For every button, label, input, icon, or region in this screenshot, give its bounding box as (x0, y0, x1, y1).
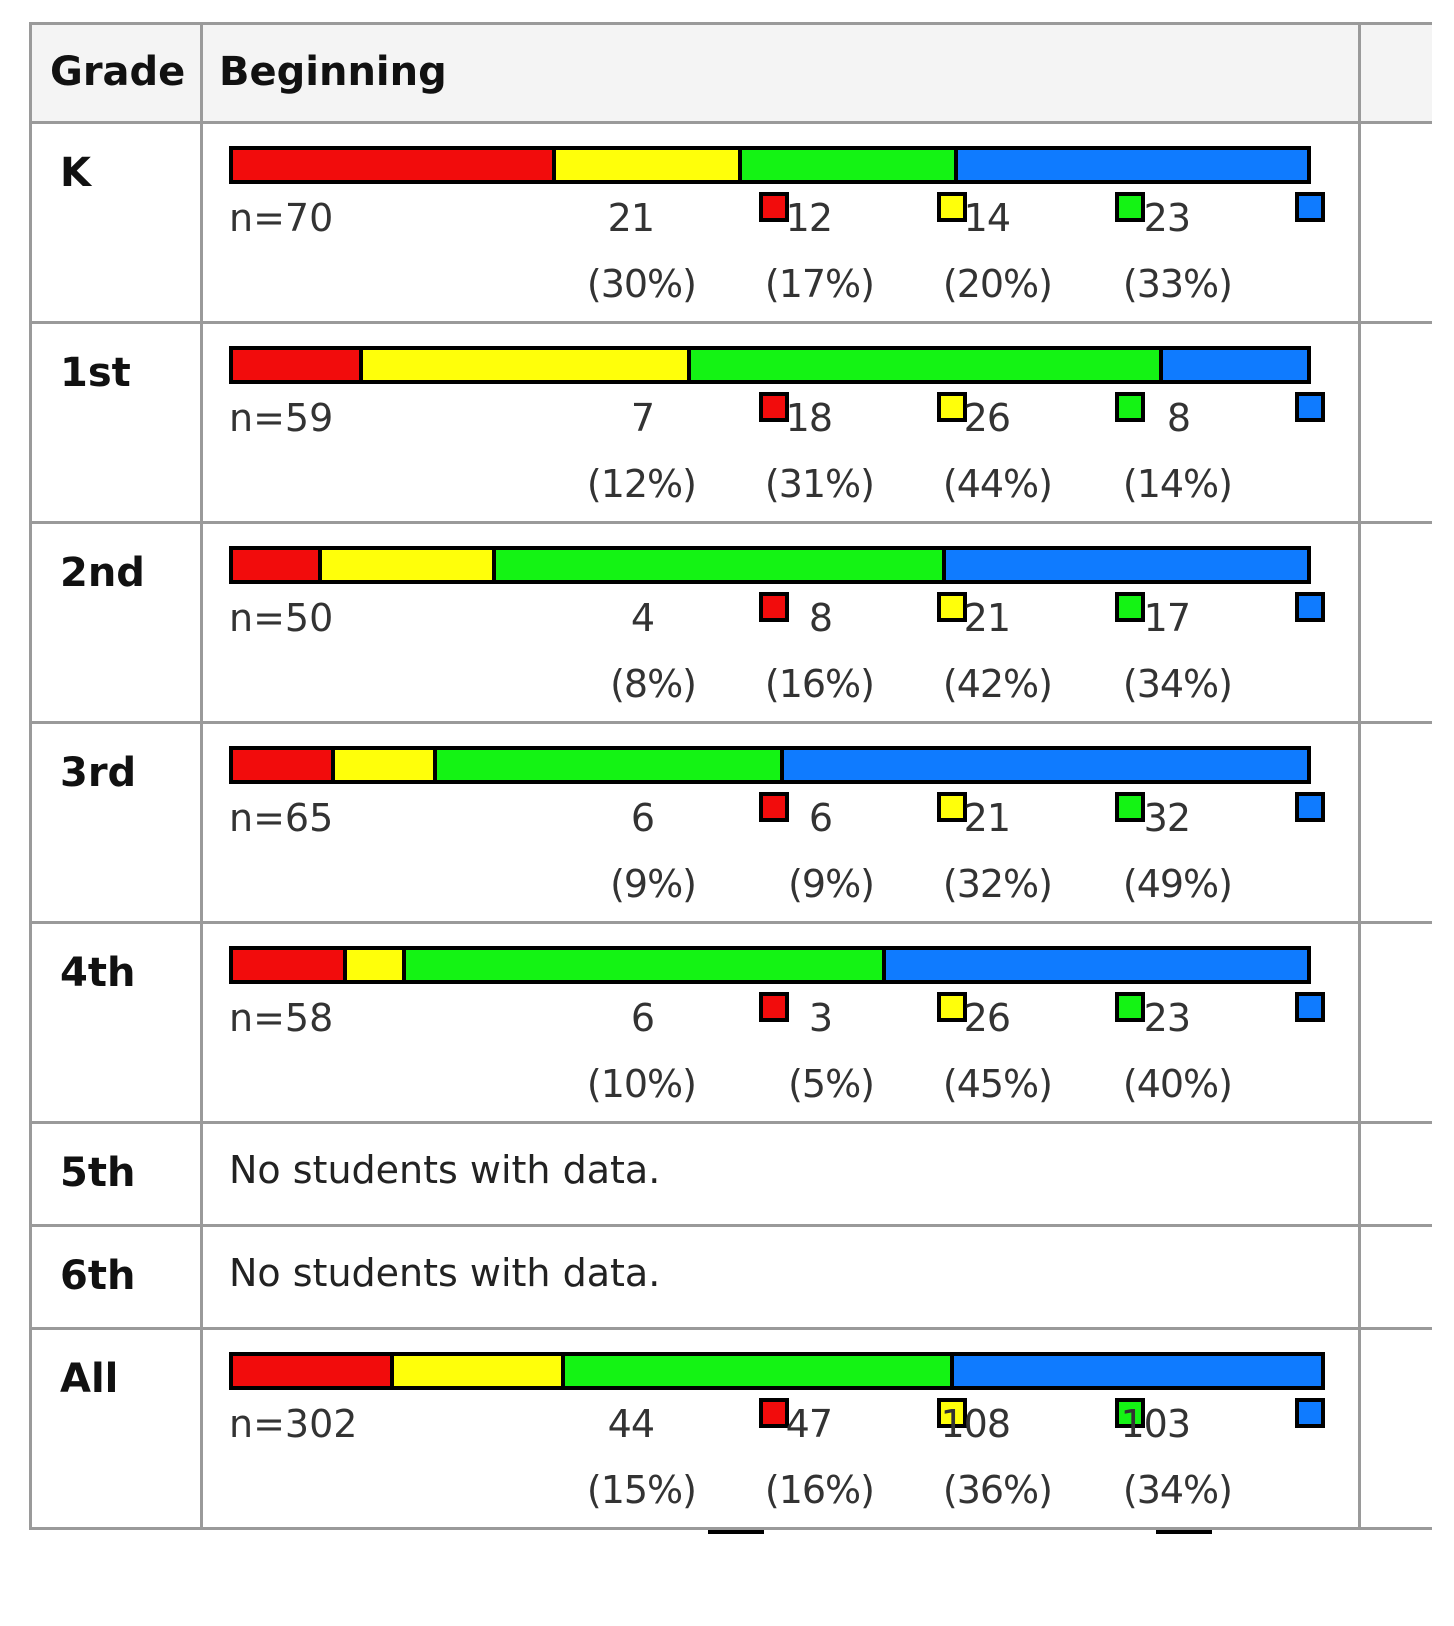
sample-size-label: n=65 (229, 796, 334, 840)
bar-segment-red (233, 750, 335, 780)
legend-swatch-green (1115, 392, 1145, 422)
percent-label: (5%) (788, 1062, 874, 1106)
bar-segment-red (233, 150, 556, 180)
bar-segment-blue (886, 950, 1307, 980)
bar-segment-blue (784, 750, 1307, 780)
table-row (32, 521, 1432, 721)
column-divider (1358, 124, 1361, 321)
percent-label: (12%) (586, 462, 696, 506)
legend-swatch-red (759, 1398, 789, 1428)
percent-label: (49%) (1122, 862, 1232, 906)
count-label: 21 (963, 596, 1010, 640)
grade-distribution-table (29, 22, 1432, 1530)
bar-segment-green (406, 950, 886, 980)
bar-segment-yellow (347, 950, 406, 980)
bar-segment-blue (1163, 350, 1307, 380)
column-divider (1358, 724, 1361, 921)
table-row (32, 1327, 1432, 1527)
count-label: 47 (785, 1402, 832, 1446)
count-label: 17 (1143, 596, 1190, 640)
count-label: 26 (963, 396, 1010, 440)
legend-swatch-blue (1295, 792, 1325, 822)
count-label: 32 (1143, 796, 1190, 840)
count-label: 8 (808, 596, 832, 640)
no-data-message: No students with data. (229, 1251, 661, 1295)
table-row (32, 721, 1432, 921)
legend-swatch-blue (1295, 192, 1325, 222)
legend-swatch-red (759, 592, 789, 622)
legend-swatch-green (1115, 192, 1145, 222)
table-row (32, 921, 1432, 1121)
stacked-bar (229, 346, 1311, 384)
sample-size-label: n=58 (229, 996, 334, 1040)
bar-cell (203, 924, 1432, 1121)
table-header (32, 25, 1432, 121)
legend-swatch-blue (1295, 992, 1325, 1022)
count-label: 4 (630, 596, 654, 640)
count-label: 12 (785, 196, 832, 240)
table-row (32, 121, 1432, 321)
legend-swatch-blue (1295, 392, 1325, 422)
count-label: 6 (808, 796, 832, 840)
percent-label: (16%) (764, 1468, 874, 1512)
bar-cell (203, 1124, 1432, 1224)
percent-label: (42%) (942, 662, 1052, 706)
count-label: 3 (808, 996, 832, 1040)
legend-swatch-red (759, 392, 789, 422)
percent-label: (16%) (764, 662, 874, 706)
grade-label: 4th (32, 924, 203, 1121)
bar-segment-blue (958, 150, 1307, 180)
column-divider (1358, 1227, 1361, 1327)
percent-label: (33%) (1122, 262, 1232, 306)
no-data-message: No students with data. (229, 1148, 661, 1192)
count-label: 6 (630, 996, 654, 1040)
legend-swatch-yellow (937, 192, 967, 222)
percent-label: (14%) (1122, 462, 1232, 506)
bar-segment-green (565, 1356, 954, 1386)
table-body (32, 121, 1432, 1527)
bar-cell (203, 724, 1432, 921)
grade-label: K (32, 124, 203, 321)
stacked-bar (229, 1352, 1325, 1390)
bar-cell (203, 124, 1432, 321)
grade-label: 2nd (32, 524, 203, 721)
legend-swatch-green (1115, 792, 1145, 822)
bar-cell (203, 524, 1432, 721)
legend-swatch-green (1115, 992, 1145, 1022)
legend-swatch-blue (1295, 1398, 1325, 1428)
percent-label: (20%) (942, 262, 1052, 306)
count-label: 18 (785, 396, 832, 440)
column-divider (1358, 524, 1361, 721)
grade-column-header: Grade (32, 25, 203, 121)
sample-size-label: n=302 (229, 1402, 358, 1446)
percent-label: (34%) (1122, 662, 1232, 706)
percent-label: (36%) (942, 1468, 1052, 1512)
bar-segment-green (496, 550, 946, 580)
bar-segment-yellow (394, 1356, 565, 1386)
percent-label: (10%) (586, 1062, 696, 1106)
percent-label: (34%) (1122, 1468, 1232, 1512)
legend-swatch-blue (1295, 592, 1325, 622)
stacked-bar (229, 946, 1311, 984)
bar-segment-blue (954, 1356, 1321, 1386)
percent-label: (17%) (764, 262, 874, 306)
count-label: 21 (607, 196, 654, 240)
legend-swatch-green (1115, 592, 1145, 622)
bar-segment-green (437, 750, 784, 780)
table-row (32, 1121, 1432, 1224)
column-divider (1358, 1124, 1361, 1224)
table-row (32, 321, 1432, 521)
grade-label: 5th (32, 1124, 203, 1224)
count-label: 103 (1120, 1402, 1190, 1446)
divider-mark (708, 1530, 764, 1534)
stacked-bar (229, 546, 1311, 584)
bar-segment-red (233, 350, 363, 380)
count-label: 23 (1143, 996, 1190, 1040)
legend-swatch-yellow (937, 992, 967, 1022)
count-label: 21 (963, 796, 1010, 840)
table-row (32, 1224, 1432, 1327)
level-column-header: Beginning (219, 49, 447, 95)
percent-label: (15%) (586, 1468, 696, 1512)
percent-label: (32%) (942, 862, 1052, 906)
column-divider (1358, 25, 1361, 121)
bar-segment-yellow (556, 150, 742, 180)
count-label: 23 (1143, 196, 1190, 240)
grade-label: 1st (32, 324, 203, 521)
count-label: 8 (1166, 396, 1190, 440)
count-label: 108 (940, 1402, 1010, 1446)
column-divider (1358, 324, 1361, 521)
legend-swatch-red (759, 192, 789, 222)
grade-label: All (32, 1330, 203, 1527)
bar-segment-red (233, 550, 322, 580)
bar-segment-red (233, 950, 347, 980)
bar-cell (203, 1330, 1432, 1527)
grade-label: 3rd (32, 724, 203, 921)
percent-label: (9%) (610, 862, 696, 906)
legend-swatch-yellow (937, 392, 967, 422)
bar-cell (203, 324, 1432, 521)
sample-size-label: n=70 (229, 196, 334, 240)
bar-segment-yellow (322, 550, 496, 580)
percent-label: (31%) (764, 462, 874, 506)
count-label: 6 (630, 796, 654, 840)
bar-segment-green (691, 350, 1163, 380)
sample-size-label: n=59 (229, 396, 334, 440)
count-label: 7 (630, 396, 654, 440)
column-divider (1358, 924, 1361, 1121)
count-label: 44 (607, 1402, 654, 1446)
bar-cell (203, 1227, 1432, 1327)
bar-segment-green (742, 150, 958, 180)
stacked-bar (229, 146, 1311, 184)
sample-size-label: n=50 (229, 596, 334, 640)
percent-label: (45%) (942, 1062, 1052, 1106)
percent-label: (40%) (1122, 1062, 1232, 1106)
count-label: 14 (963, 196, 1010, 240)
legend-swatch-yellow (937, 792, 967, 822)
bar-segment-blue (946, 550, 1307, 580)
legend-swatch-yellow (937, 592, 967, 622)
grade-label: 6th (32, 1227, 203, 1327)
column-divider (1358, 1330, 1361, 1527)
count-label: 26 (963, 996, 1010, 1040)
legend-swatch-red (759, 792, 789, 822)
bar-segment-red (233, 1356, 394, 1386)
stacked-bar (229, 746, 1311, 784)
percent-label: (9%) (788, 862, 874, 906)
percent-label: (30%) (586, 262, 696, 306)
percent-label: (44%) (942, 462, 1052, 506)
percent-label: (8%) (610, 662, 696, 706)
bar-segment-yellow (363, 350, 691, 380)
legend-swatch-red (759, 992, 789, 1022)
divider-mark (1156, 1530, 1212, 1534)
bar-segment-yellow (335, 750, 437, 780)
